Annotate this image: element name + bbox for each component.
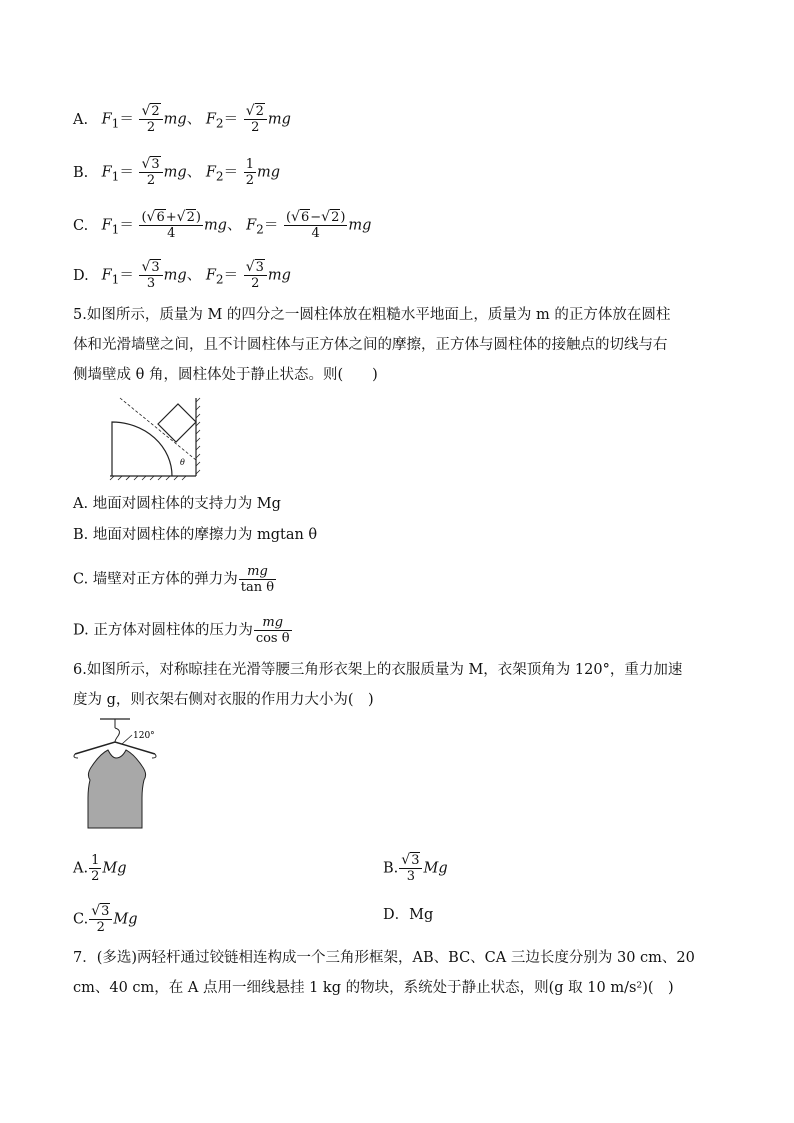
q4-option-c: C. $F_1=$ $\frac{(√6+√2)}{4}$ mg、 $F_2=$ $\frac{(√6-√2)}{4}$ mg — [73, 209, 372, 241]
q5-figure-cylinder-cube — [100, 398, 210, 478]
q5-option-b: B. 地面对圆柱体的摩擦力为 mgtan θ — [73, 527, 318, 543]
q4-option-b: B. $F_1=$ $\frac{√3}{2}$ mg、 $F_2=$ $\frac{1}{2}$ mg — [73, 156, 281, 188]
q4-option-d: D. $F_1=$ $\frac{√3}{3}$ mg、 $F_2=$ $\frac{√3}{2}$ mg — [73, 259, 291, 291]
q5-stem-line-1: 5.如图所示，质量为 M 的四分之一圆柱体放在粗糙水平地面上，质量为 m 的正方体放在圆柱 — [73, 307, 671, 323]
q6-angle-label: 120° — [133, 731, 155, 741]
q6-stem-line-1: 6.如图所示，对称晾挂在光滑等腰三角形衣架上的衣服质量为 M，衣架顶角为 120°，重力加速 — [73, 662, 683, 678]
q7-stem-line-1: 7．(多选)两轻杆通过铰链相连构成一个三角形框架，AB、BC、CA 三边长度分别为 30 cm、20 — [73, 950, 695, 966]
q6-option-c: C. $\frac{√3}{2}$ Mg — [73, 903, 138, 935]
q5-theta-label: θ — [180, 458, 185, 467]
q4-option-a: A. $F_1=$ $\frac{√2}{2}$ mg、 $F_2=$ $\frac{√2}{2}$ mg — [73, 103, 291, 135]
q5-option-d: D. 正方体对圆柱体的压力为 $\frac{mg}{\text{cos θ}}$ — [73, 615, 290, 646]
q7-stem — [73, 943, 723, 1003]
q6-stem — [73, 655, 723, 715]
q6-option-b: B. $\frac{√3}{3}$ Mg — [383, 852, 448, 884]
q5-option-c: C. 墙壁对正方体的弹力为 $\frac{mg}{\text{tan θ}}$ — [73, 564, 275, 595]
q5-stem-line-2: 体和光滑墙壁之间，且不计圆柱体与正方体之间的摩擦，正方体与圆柱体的接触点的切线与右 — [73, 337, 668, 353]
q6-stem-line-2: 度为 g，则衣架右侧对衣服的作用力大小为( ) — [73, 692, 374, 708]
q5-stem-line-3: 侧墙壁成 θ 角，圆柱体处于静止状态。则( ) — [73, 367, 378, 383]
q6-option-d: D．Mg — [383, 907, 434, 923]
q6-option-a: A. $\frac{1}{2}$ Mg — [73, 853, 127, 884]
q7-stem-line-2: cm、40 cm，在 A 点用一细线悬挂 1 kg 的物块，系统处于静止状态，则(g 取 10 m/s²)( ) — [73, 980, 674, 996]
q5-stem — [73, 300, 723, 390]
q5-option-a: A. 地面对圆柱体的支持力为 Mg — [73, 496, 281, 512]
q6-figure-shirt-hanger — [70, 718, 170, 833]
